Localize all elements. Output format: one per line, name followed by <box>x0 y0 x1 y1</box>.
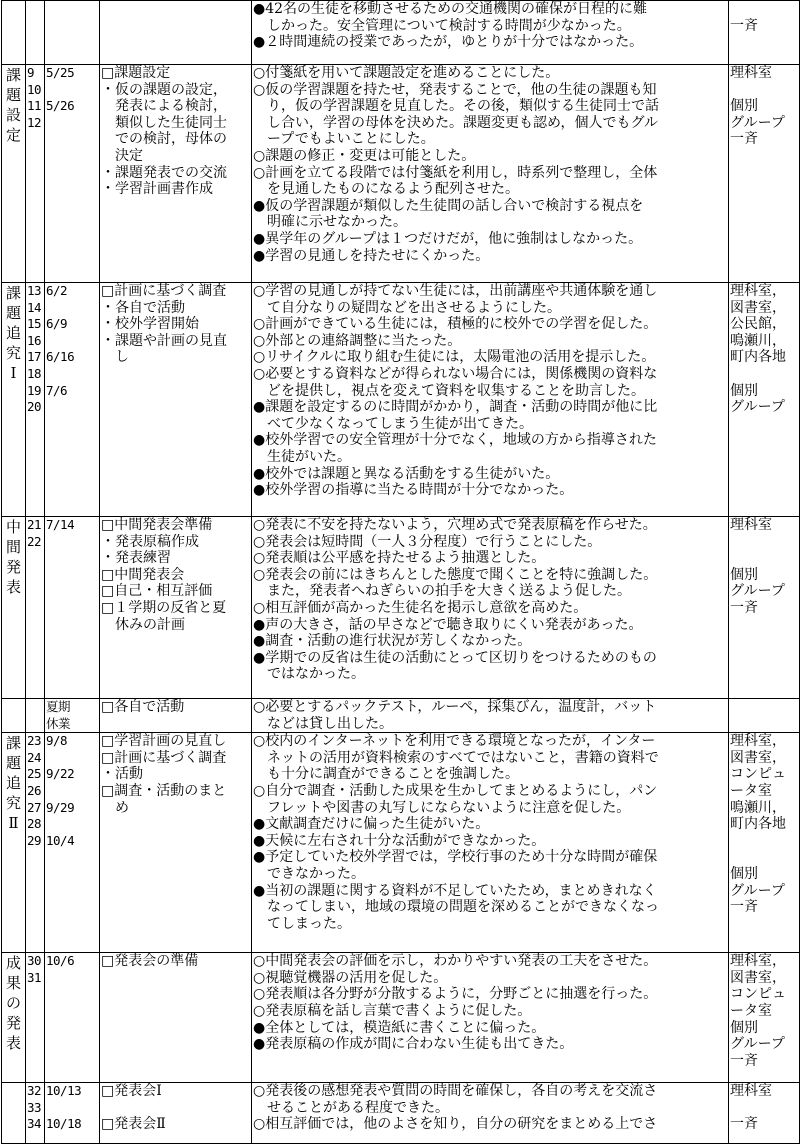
activity-line: □発表会の準備 <box>101 953 199 970</box>
place-line <box>730 550 798 567</box>
period-number: 22 <box>27 533 42 549</box>
note-line: ○発表順は各分野が分散するように，分野ごとに抽選を行った。 <box>253 986 658 1003</box>
date-cell <box>45 699 100 733</box>
note-line: べて少なくなってしまう生徒が出てきた。 <box>253 415 533 432</box>
activity-cell <box>100 953 252 1083</box>
note-line: り，仮の学習課題を見直した。その後，類似する生徒同士で話 <box>253 98 659 115</box>
activity-line: での検討，母体の <box>101 131 227 148</box>
period-number: 32 <box>27 1083 42 1099</box>
date-value: 10/13 <box>46 1083 82 1099</box>
note-line: ○必要とする資料などが得られない場合には，関係機関の資料な <box>253 365 658 382</box>
activity-cell <box>100 733 252 953</box>
activity-line: 類似した生徒同士 <box>101 114 227 131</box>
place-line: 町内各地 <box>730 816 786 833</box>
date-value <box>46 300 98 317</box>
note-line: ●学期での反省は生徒の活動にとって区切りをつけるためのもの <box>253 649 657 666</box>
activity-line: ・発表練習 <box>101 550 171 567</box>
note-line: ○仮の学習課題を持たせ，発表することで，他の生徒の課題も知 <box>253 81 657 98</box>
activity-line: ・校外学習開始 <box>101 316 199 333</box>
teacher-notes-cell <box>252 699 729 733</box>
date-cell <box>45 517 100 699</box>
activity-line: ・課題発表での交流 <box>101 164 227 181</box>
place-cell <box>729 1 800 65</box>
note-line: ●全体としては，模造紙に書くことに偏った。 <box>253 1019 546 1036</box>
period-number-cell <box>26 65 45 283</box>
period-number-cell <box>26 517 45 699</box>
note-line: ○視聴覚機器の活用を促した。 <box>253 969 448 986</box>
note-line: ●当初の課題に関する資料が不足していたため，まとめきれなく <box>253 882 657 899</box>
activity-cell <box>100 65 252 283</box>
note-line: ではなかった。 <box>253 666 365 683</box>
place-line: 一斉 <box>730 17 758 34</box>
note-line: ○発表順は公平感を持たせるよう抽選とした。 <box>253 550 546 567</box>
period-number: 9 <box>27 65 35 80</box>
activity-line: □計画に基づく調査 <box>101 749 227 766</box>
note-line: ●文献調査だけに偏った生徒がいた。 <box>253 816 490 833</box>
date-value <box>46 82 98 99</box>
period-number: 26 <box>27 782 42 798</box>
activity-line: □学習計画の見直し <box>101 733 227 750</box>
activity-cell <box>100 1083 252 1144</box>
note-line: なってしまい，地域の環境の問題を深めることができなくなっ <box>253 899 659 916</box>
note-line: ○発表会の前にはきちんとした態度で聞くことを特に強調した。 <box>253 566 658 583</box>
note-line: ●２時間連続の授業であったが，ゆとりが十分ではなかった。 <box>253 34 644 51</box>
stage-cell <box>2 517 26 699</box>
period-number: 20 <box>27 399 42 415</box>
note-line: ○中間発表会の評価を示し，わかりやすい発表の工夫をさせた。 <box>253 953 658 970</box>
note-line: ○相互評価が高かった生徒名を掲示し意欲を高めた。 <box>253 599 588 616</box>
note-line: ○課題の修正・変更は可能とした。 <box>253 147 476 164</box>
note-line: ○校内のインターネットを利用できる環境となったが，インター <box>253 733 656 750</box>
date-value <box>46 1100 98 1117</box>
period-number: 29 <box>27 832 42 848</box>
plan-row <box>2 283 800 517</box>
place-line <box>730 849 798 866</box>
period-number: 18 <box>27 365 42 381</box>
place-cell <box>729 953 800 1083</box>
activity-line: ・学習計画書作成 <box>101 181 213 198</box>
note-line: どを提供し，視点を変えて資料を収集することを助言した。 <box>253 382 645 399</box>
period-number: 10 <box>27 81 42 97</box>
place-line: グループ <box>730 882 785 899</box>
place-cell <box>729 1083 800 1144</box>
place-line: 個別 <box>730 1019 758 1036</box>
activity-line: □自己・相互評価 <box>101 583 213 600</box>
teacher-notes-cell <box>252 283 729 517</box>
note-line: て自分なりの疑問などを出させるようにした。 <box>253 299 561 316</box>
stage-label: 課題設定 <box>6 66 22 144</box>
activity-line: □発表会Ⅰ <box>101 1083 162 1100</box>
period-number-cell <box>26 1083 45 1144</box>
note-line: ●異学年のグループは１つだけだが，他に強制はしなかった。 <box>253 230 643 247</box>
place-line: 一斉 <box>730 131 758 148</box>
note-line: てしまった。 <box>253 915 351 932</box>
stage-cell <box>2 953 26 1083</box>
date-cell <box>45 1083 100 1144</box>
note-line: ●調査・活動の進行状況が芳しくなかった。 <box>253 633 532 650</box>
place-cell <box>729 283 800 517</box>
place-line: 鳴瀬川， <box>730 799 786 816</box>
plan-row <box>2 1 800 65</box>
place-line: コンピュ <box>730 986 786 1003</box>
note-line: ○発表に不安を持たないよう，穴埋め式で発表原稿を作らせた。 <box>253 517 657 533</box>
note-line: ●声の大きさ，話の早さなどで聴き取りにくい発表があった。 <box>253 616 643 633</box>
place-line <box>730 833 798 850</box>
date-value: 5/26 <box>46 98 75 114</box>
period-number: 23 <box>27 733 42 749</box>
place-line: コンピュ <box>730 766 786 783</box>
place-line: 一斉 <box>730 1116 758 1133</box>
period-number: 15 <box>27 316 42 332</box>
period-number: 12 <box>27 114 42 130</box>
place-line: 図書室， <box>730 969 786 986</box>
note-line: ○計画を立てる段階では付箋紙を利用し，時系列で整理し，全体 <box>253 164 658 181</box>
activity-line: 休みの計画 <box>101 616 185 633</box>
activity-line: □中間発表会準備 <box>101 517 213 533</box>
activity-cell <box>100 517 252 699</box>
period-number: 14 <box>27 299 42 315</box>
stage-label: 中間発表 <box>6 518 22 596</box>
note-line: ●天候に左右され十分な活動ができなかった。 <box>253 832 546 849</box>
place-line: ータ室 <box>730 782 772 799</box>
note-line: ●42名の生徒を移動させるための交通機関の確保が日程的に難 <box>253 1 648 17</box>
place-line: 理科室 <box>730 65 772 81</box>
note-line: できなかった。 <box>253 865 365 882</box>
activity-line: □課題設定 <box>101 65 171 81</box>
place-line: 一斉 <box>730 899 758 916</box>
date-value: 9/22 <box>46 766 75 782</box>
note-line: ○発表原稿を話し言葉で書くように促した。 <box>253 1002 532 1019</box>
place-line: 町内各地 <box>730 349 786 366</box>
note-line: せることがある程度できた。 <box>253 1099 449 1116</box>
date-value: 9/8 <box>46 733 68 749</box>
note-line: などは貸し出した。 <box>253 715 393 732</box>
note-line: ●校外では課題と異なる活動をする生徒がいた。 <box>253 465 560 482</box>
date-value <box>46 366 98 383</box>
place-line: グループ <box>730 114 785 131</box>
activity-line: □中間発表会 <box>101 566 185 583</box>
activity-cell <box>100 1 252 65</box>
plan-row <box>2 953 800 1083</box>
date-value <box>46 816 98 833</box>
lesson-plan-table <box>1 0 800 1144</box>
date-value <box>46 783 98 800</box>
date-cell <box>45 65 100 283</box>
place-line: 個別 <box>730 865 758 882</box>
place-line: 一斉 <box>730 1052 758 1069</box>
note-line: を見通したものになるよう配列させた。 <box>253 181 519 198</box>
date-value: 10/18 <box>46 1116 82 1132</box>
note-line: ネットの活用が資料検索のすべてではないこと，書籍の資料で <box>253 749 659 766</box>
date-value: 休業 <box>46 715 71 731</box>
note-line: ○学習の見通しが持てない生徒には，出前講座や共通体験を通し <box>253 283 658 299</box>
activity-cell <box>100 699 252 733</box>
place-line: 理科室 <box>730 1083 772 1100</box>
place-line: 鳴瀬川， <box>730 332 786 349</box>
activity-line: □発表会Ⅱ <box>101 1116 166 1133</box>
lesson-plan-body <box>2 1 800 1144</box>
stage-cell <box>2 1083 26 1144</box>
period-number: 27 <box>27 799 42 815</box>
activity-line: 決定 <box>101 147 143 164</box>
period-number: 34 <box>27 1116 42 1132</box>
activity-line: ・各自で活動 <box>101 299 185 316</box>
stage-cell <box>2 65 26 283</box>
stage-cell <box>2 1 26 65</box>
period-number: 13 <box>27 283 42 298</box>
place-line <box>730 1 798 18</box>
date-cell <box>45 733 100 953</box>
date-value <box>46 750 98 767</box>
date-cell <box>45 953 100 1083</box>
note-line: ●予定していた校外学習では，学校行事のため十分な時間が確保 <box>253 849 658 866</box>
place-line: グループ <box>730 583 785 600</box>
note-line: ○外部との連絡調整に当たった。 <box>253 332 462 349</box>
stage-label: 成果の発表 <box>6 954 22 1053</box>
date-value: 6/9 <box>46 316 68 332</box>
date-value: 10/4 <box>46 832 75 848</box>
activity-line: ・活動 <box>101 766 143 783</box>
place-line <box>730 82 798 99</box>
date-cell <box>45 283 100 517</box>
period-number: 11 <box>27 98 42 114</box>
note-line: ●校外学習での安全管理が十分でなく，地域の方から指導された <box>253 432 657 449</box>
place-cell <box>729 65 800 283</box>
place-line <box>730 534 798 551</box>
place-line: グループ <box>730 399 785 416</box>
note-line: ○必要とするパックテスト，ルーペ，採集びん，温度計，バット <box>253 699 657 715</box>
place-line: 図書室， <box>730 749 786 766</box>
date-value: 10/6 <box>46 953 75 969</box>
place-line: 理科室 <box>730 517 772 533</box>
period-number-cell <box>26 733 45 953</box>
stage-cell <box>2 283 26 517</box>
period-number: 33 <box>27 1099 42 1115</box>
teacher-notes-cell <box>252 1083 729 1144</box>
period-number-cell <box>26 1 45 65</box>
place-line: 理科室， <box>730 733 786 750</box>
stage-label: 課題追究Ⅰ <box>6 284 22 382</box>
activity-line: ・発表原稿作成 <box>101 533 199 550</box>
period-number: 31 <box>27 969 42 985</box>
period-number-cell <box>26 699 45 733</box>
activity-line: ・課題や計画の見直 <box>101 332 227 349</box>
period-number: 30 <box>27 953 42 969</box>
place-line: 個別 <box>730 382 758 399</box>
note-line: ●校外学習の指導に当たる時間が十分でなかった。 <box>253 482 574 499</box>
period-number: 24 <box>27 749 42 765</box>
note-line: し合い，学習の母体を決めた。課題変更も認め，個人でもグル <box>253 114 659 131</box>
note-line: 生徒がいた。 <box>253 448 351 465</box>
place-line: 公民館， <box>730 316 786 333</box>
activity-line: 発表による検討， <box>101 98 227 115</box>
period-number: 28 <box>27 816 42 832</box>
note-line: 明確に示せなかった。 <box>253 214 407 231</box>
activity-line: め <box>101 799 129 816</box>
plan-row <box>2 699 800 733</box>
note-line: ○発表会は短時間（一人３分程度）で行うことにした。 <box>253 533 602 550</box>
activity-line: □１学期の反省と夏 <box>101 599 227 616</box>
place-line: 一斉 <box>730 599 758 616</box>
note-line: ●発表原稿の作成が間に合わない生徒も出てきた。 <box>253 1036 574 1053</box>
activity-cell <box>100 283 252 517</box>
period-number: 25 <box>27 766 42 782</box>
place-line: 理科室， <box>730 953 786 970</box>
date-value: 5/25 <box>46 65 75 80</box>
note-line: ープでもよいことにした。 <box>253 131 435 148</box>
activity-line: □調査・活動のまと <box>101 782 227 799</box>
place-line <box>730 1100 798 1117</box>
place-line: 個別 <box>730 566 758 583</box>
date-value: 7/6 <box>46 382 68 398</box>
place-line: ータ室 <box>730 1002 772 1019</box>
period-number: 19 <box>27 382 42 398</box>
date-value <box>46 333 98 350</box>
plan-row <box>2 517 800 699</box>
note-line: ○リサイクルに取り組む生徒には，太陽電池の活用を提示した。 <box>253 349 656 366</box>
period-number: 21 <box>27 517 42 532</box>
stage-cell <box>2 733 26 953</box>
plan-row <box>2 65 800 283</box>
activity-line: □各自で活動 <box>101 699 185 715</box>
note-line: ○計画ができている生徒には，積極的に校外での学習を促した。 <box>253 316 658 333</box>
teacher-notes-cell <box>252 953 729 1083</box>
note-line: ○相互評価では，他のよさを知り，自分の研究をまとめる上でさ <box>253 1116 658 1133</box>
period-number: 17 <box>27 349 42 365</box>
note-line: も十分に調査ができることを強調した。 <box>253 766 519 783</box>
plan-row <box>2 1083 800 1144</box>
plan-row <box>2 733 800 953</box>
note-line: また，発表者へねぎらいの拍手を大きく送るよう促した。 <box>253 583 631 600</box>
place-line: 理科室， <box>730 283 786 299</box>
teacher-notes-cell <box>252 1 729 65</box>
period-number: 16 <box>27 332 42 348</box>
date-value: 6/16 <box>46 349 75 365</box>
note-line: ●課題を設定するのに時間がかかり，調査・活動の時間が他に比 <box>253 399 658 416</box>
place-cell <box>729 733 800 953</box>
activity-line: □計画に基づく調査 <box>101 283 227 299</box>
stage-cell <box>2 699 26 733</box>
period-number-cell <box>26 953 45 1083</box>
note-line: ●学習の見通しを持たせにくかった。 <box>253 247 490 264</box>
note-line: ●仮の学習課題が類似した生徒間の話し合いで検討する視点を <box>253 197 644 214</box>
note-line: フレットや図書の丸写しにならないように注意を促した。 <box>253 799 631 816</box>
place-cell <box>729 699 800 733</box>
place-line: 図書室， <box>730 299 786 316</box>
place-cell <box>729 517 800 699</box>
activity-line: し <box>101 349 129 366</box>
date-value: 9/29 <box>46 799 75 815</box>
teacher-notes-cell <box>252 65 729 283</box>
place-line: 個別 <box>730 98 758 115</box>
place-line <box>730 366 798 383</box>
note-line: ○発表後の感想発表や質問の時間を確保し，各自の考えを交流さ <box>253 1083 658 1100</box>
teacher-notes-cell <box>252 733 729 953</box>
note-line: ○付箋紙を用いて課題設定を進めることにした。 <box>253 65 560 81</box>
activity-line <box>101 1100 250 1117</box>
stage-label: 課題追究Ⅱ <box>6 734 22 833</box>
date-cell <box>45 1 100 65</box>
teacher-notes-cell <box>252 517 729 699</box>
period-number-cell <box>26 283 45 517</box>
date-value: 7/14 <box>46 517 75 532</box>
note-line: ○自分で調査・活動した成果を生かしてまとめるようにし，パン <box>253 782 658 799</box>
date-value: 6/2 <box>46 283 68 298</box>
date-value: 夏期 <box>46 699 71 714</box>
note-line: しかった。安全管理について検討する時間が少なかった。 <box>253 17 631 34</box>
activity-line: ・仮の課題の設定， <box>101 81 227 98</box>
place-line: グループ <box>730 1036 785 1053</box>
